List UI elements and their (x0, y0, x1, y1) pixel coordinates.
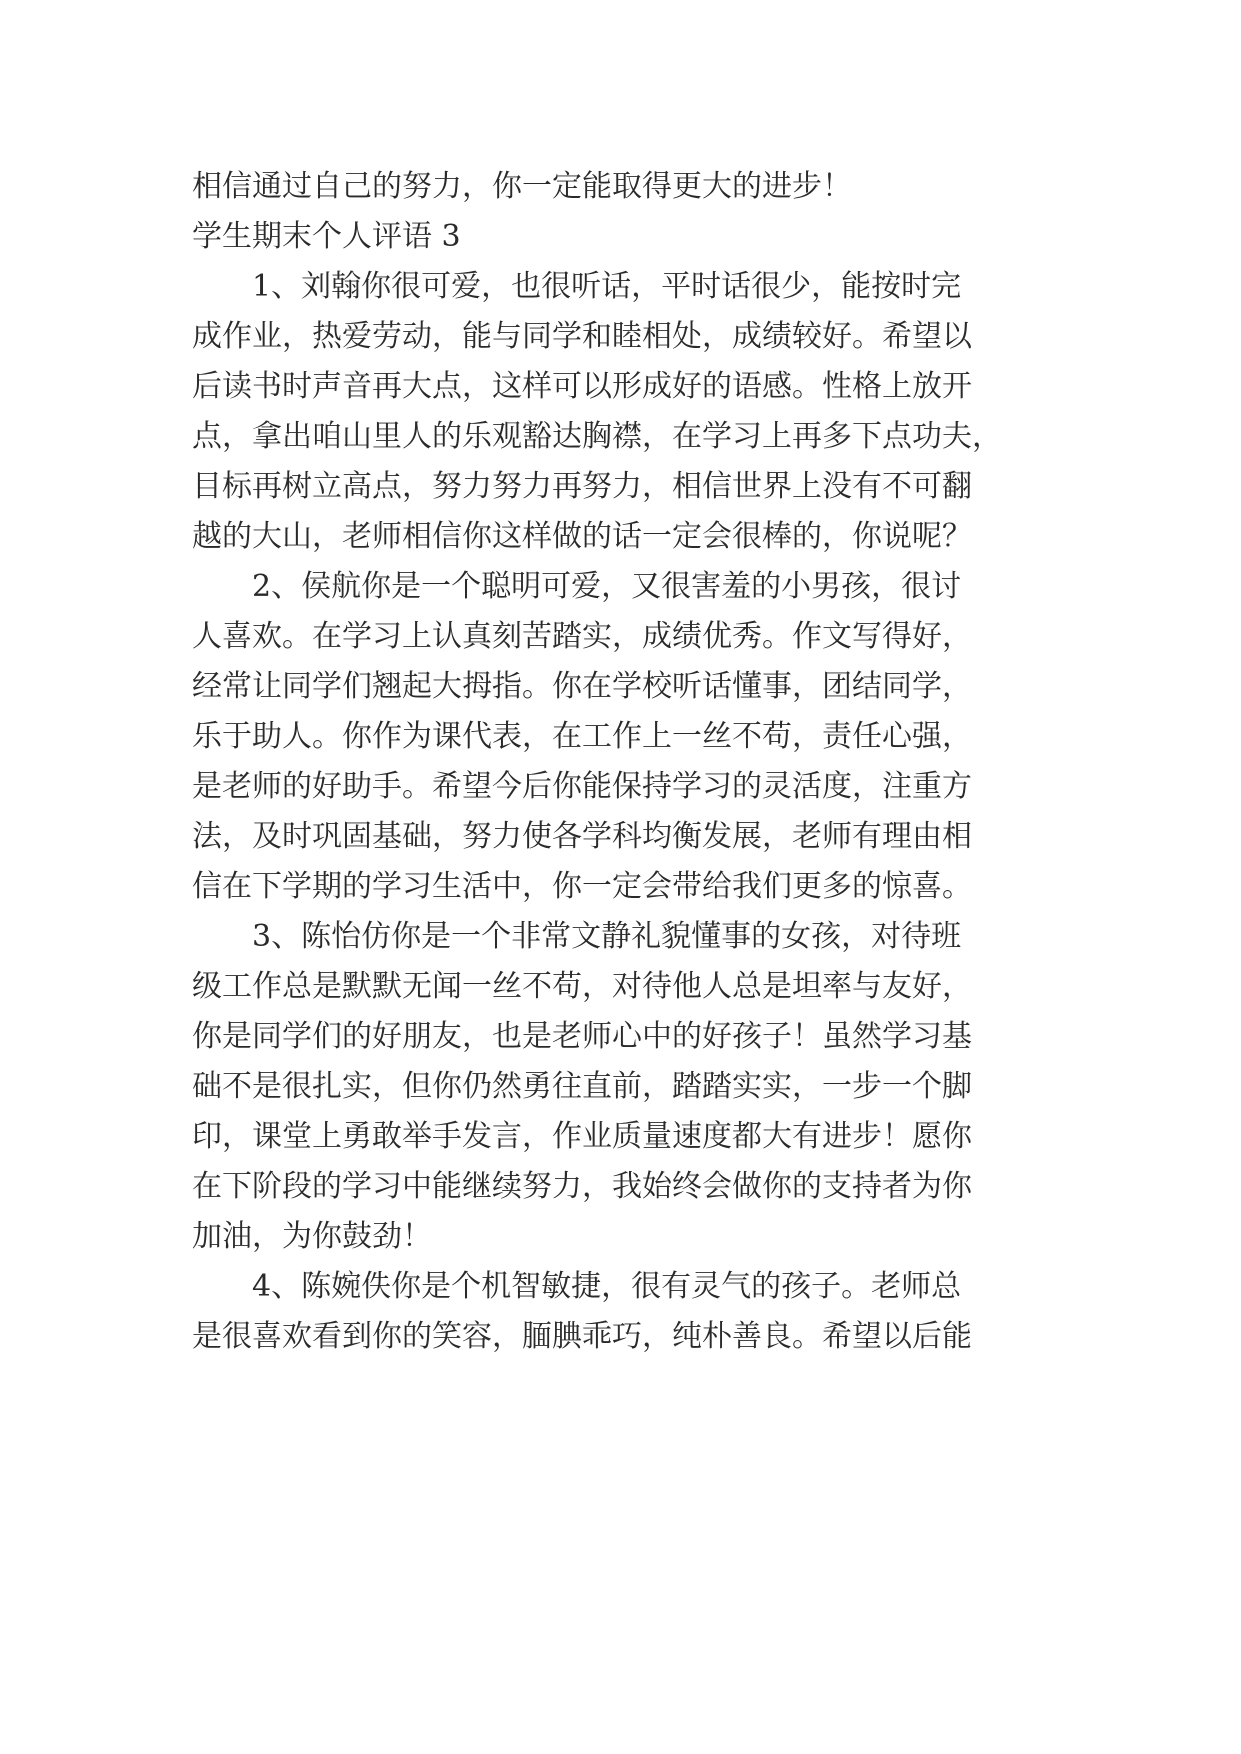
paragraph-line: 后读书时声音再大点，这样可以形成好的语感。性格上放开 (192, 369, 972, 404)
paragraph-1 (192, 262, 1072, 562)
paragraph-line: 目标再树立高点，努力努力再努力，相信世界上没有不可翻 (192, 469, 972, 504)
paragraph-line: 加油，为你鼓劲！ (192, 1219, 432, 1254)
paragraph-line: 法，及时巩固基础，努力使各学科均衡发展，老师有理由相 (192, 819, 972, 854)
paragraph-line: 是很喜欢看到你的笑容，腼腆乖巧，纯朴善良。希望以后能 (192, 1319, 972, 1354)
paragraph-line: 2、侯航你是一个聪明可爱，又很害羞的小男孩，很讨 (252, 569, 962, 604)
paragraph-line: 信在下学期的学习生活中，你一定会带给我们更多的惊喜。 (192, 869, 972, 904)
paragraph-line: 经常让同学们翘起大拇指。你在学校听话懂事，团结同学， (192, 669, 972, 704)
paragraph-line: 在下阶段的学习中能继续努力，我始终会做你的支持者为你 (192, 1169, 972, 1204)
paragraph-line: 成作业，热爱劳动，能与同学和睦相处，成绩较好。希望以 (192, 319, 972, 354)
section-heading: 学生期末个人评语 3 (192, 219, 461, 254)
paragraph-2 (192, 562, 1072, 912)
paragraph-line: 越的大山，老师相信你这样做的话一定会很棒的，你说呢？ (192, 519, 972, 554)
paragraph-line: 3、陈怡仿你是一个非常文静礼貌懂事的女孩，对待班 (252, 919, 962, 954)
paragraph-line: 乐于助人。你作为课代表，在工作上一丝不苟，责任心强， (192, 719, 972, 754)
paragraph-line: 点，拿出咱山里人的乐观豁达胸襟，在学习上再多下点功夫， (192, 419, 1002, 454)
paragraph-4 (192, 1262, 1072, 1362)
paragraph-line: 人喜欢。在学习上认真刻苦踏实，成绩优秀。作文写得好， (192, 619, 972, 654)
paragraph-line: 1、刘翰你很可爱，也很听话，平时话很少，能按时完 (252, 269, 962, 304)
document-body (192, 162, 1072, 1362)
paragraph-line: 础不是很扎实，但你仍然勇往直前，踏踏实实，一步一个脚 (192, 1069, 972, 1104)
paragraph-line: 印，课堂上勇敢举手发言，作业质量速度都大有进步！愿你 (192, 1119, 972, 1154)
intro-line: 相信通过自己的努力，你一定能取得更大的进步！ (192, 169, 852, 204)
paragraph-line: 你是同学们的好朋友，也是老师心中的好孩子！虽然学习基 (192, 1019, 972, 1054)
paragraph-line: 4、陈婉佚你是个机智敏捷，很有灵气的孩子。老师总 (252, 1269, 962, 1304)
paragraph-line: 级工作总是默默无闻一丝不苟，对待他人总是坦率与友好， (192, 969, 972, 1004)
paragraph-line: 是老师的好助手。希望今后你能保持学习的灵活度，注重方 (192, 769, 972, 804)
paragraph-3 (192, 912, 1072, 1262)
